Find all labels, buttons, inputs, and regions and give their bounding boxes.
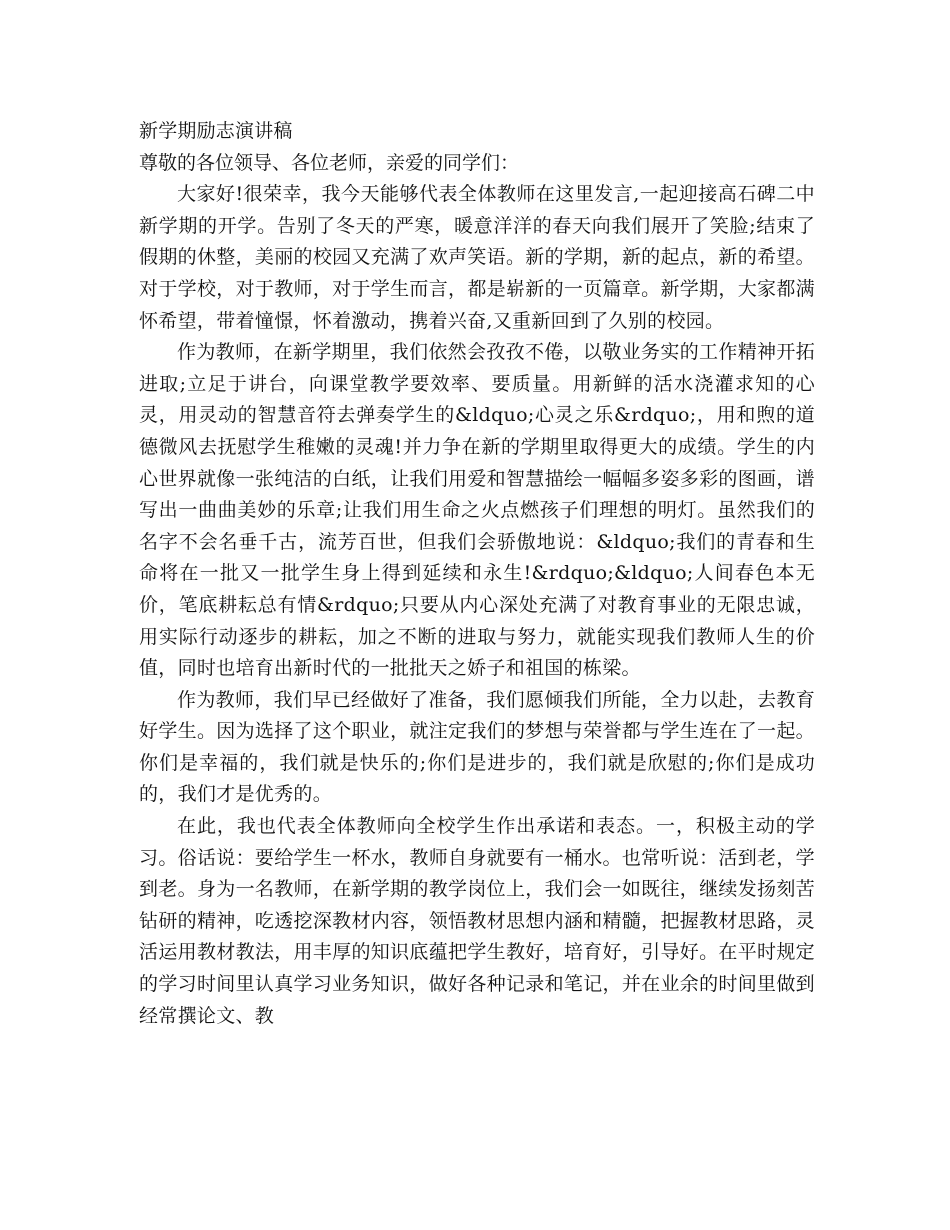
document-page (139, 116, 815, 1032)
paragraph-3: 作为教师，我们早已经做好了准备，我们愿倾我们所能，全力以赴，去教育好学生。因为选择了这个职业，就注定我们的梦想与荣誉都与学生连在了一起。你们是幸福的，我们就是快乐的;你们是进步的，我们就是欣慰的;你们是成功的，我们才是优秀的。 (139, 688, 815, 806)
paragraph-4: 在此，我也代表全体教师向全校学生作出承诺和表态。一，积极主动的学习。俗话说：要给学生一杯水，教师自身就要有一桶水。也常听说：活到老，学到老。身为一名教师，在新学期的教学岗位上，我们会一如既往，继续发扬刻苦钻研的精神，吃透挖深教材内容，领悟教材思想内涵和精髓，把握教材思路，灵活运用教材教法，用丰厚的知识底蕴把学生教好，培育好，引导好。在平时规定的学习时间里认真学习业务知识，做好各种记录和笔记，并在业余的时间里做到经常撰论文、教 (139, 815, 815, 1027)
document-title: 新学期励志演讲稿 (139, 120, 293, 142)
paragraph-2: 作为教师，在新学期里，我们依然会孜孜不倦，以敬业务实的工作精神开拓进取;立足于讲台，向课堂教学要效率、要质量。用新鲜的活水浇灌求知的心灵，用灵动的智慧音符去弹奏学生的&ldquo;心灵之乐&rdquo;，用和煦的道德微风去抚慰学生稚嫩的灵魂!并力争在新的学期里取得更大的成绩。学生的内心世界就像一张纯洁的白纸，让我们用爱和智慧描绘一幅幅多姿多彩的图画，谱写出一曲曲美妙的乐章;让我们用生命之火点燃孩子们理想的明灯。虽然我们的名字不会名垂千古，流芳百世，但我们会骄傲地说：&ldquo;我们的青春和生命将在一批又一批学生身上得到延续和永生!&rdquo;&ldquo;人间春色本无价，笔底耕耘总有情&rdquo;只要从内心深处充满了对教育事业的无限忠诚，用实际行动逐步的耕耘，加之不断的进取与努力，就能实现我们教师人生的价值，同时也培育出新时代的一批批天之娇子和祖国的栋梁。 (139, 341, 815, 680)
salutation: 尊敬的各位领导、各位老师，亲爱的同学们： (139, 151, 520, 174)
paragraph-1: 大家好!很荣幸，我今天能够代表全体教师在这里发言,一起迎接高石碑二中新学期的开学。告别了冬天的严寒，暖意洋洋的春天向我们展开了笑脸;结束了假期的休整，美丽的校园又充满了欢声笑语。新的学期，新的起点，新的希望。对于学校，对于教师，对于学生而言，都是崭新的一页篇章。新学期，大家都满怀希望，带着憧憬，怀着激动，携着兴奋,又重新回到了久别的校园。 (139, 183, 815, 332)
